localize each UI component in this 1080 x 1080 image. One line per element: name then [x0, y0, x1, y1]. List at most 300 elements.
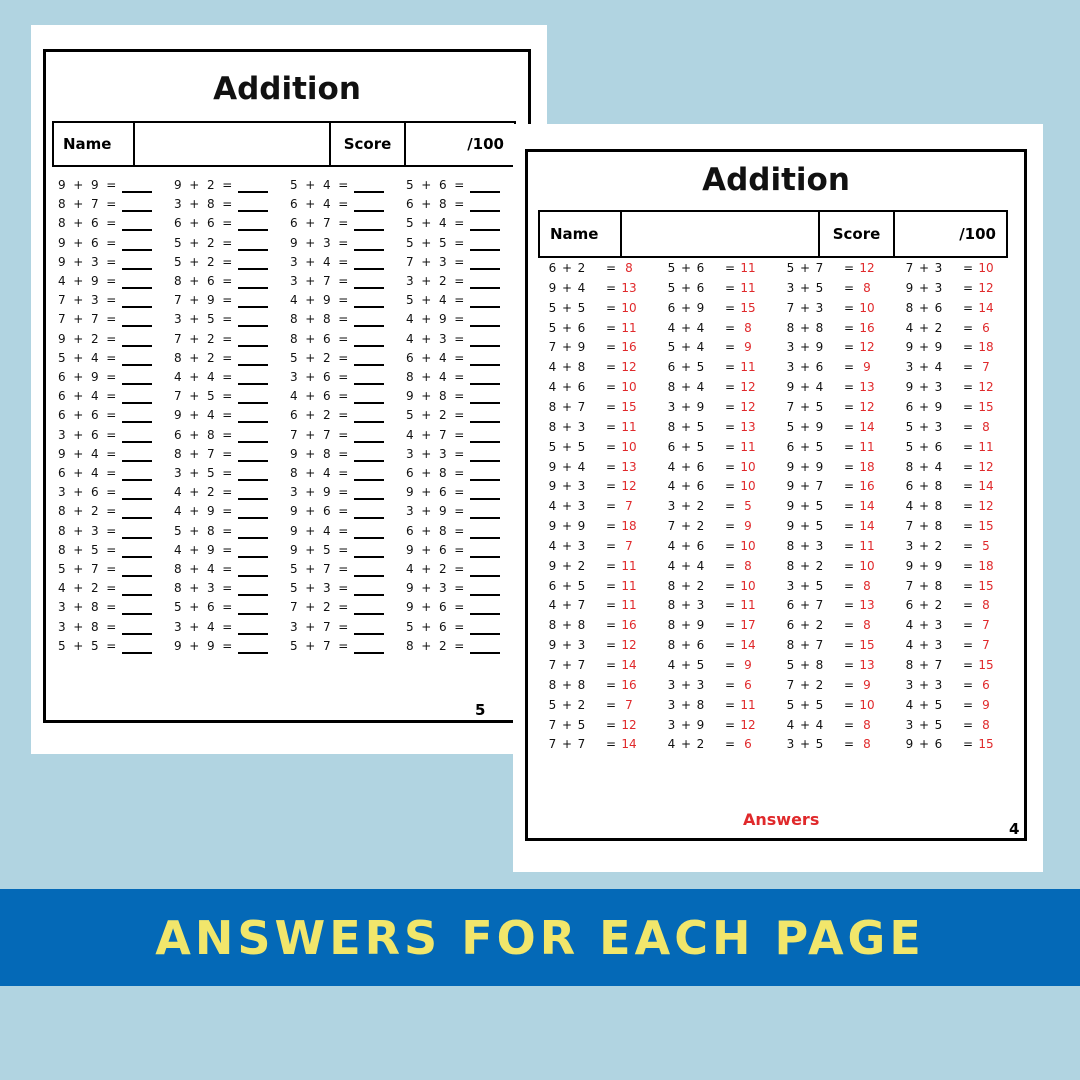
sum: 8 [863, 618, 871, 633]
answer-item [546, 321, 640, 335]
addend-b: 3 [577, 499, 586, 514]
addend-a: 9 [786, 519, 795, 534]
problem-text: 6 + 6 = [174, 216, 233, 231]
problem-text: 6 + 4 = [58, 389, 117, 404]
addend-b: 2 [696, 499, 705, 514]
answer-item [903, 261, 997, 275]
answer-item [546, 400, 640, 414]
sum: 18 [621, 519, 637, 534]
addend-b: 2 [577, 558, 586, 573]
sum: 11 [740, 697, 756, 712]
problem-item [290, 619, 384, 635]
problem-text: 3 + 3 = [406, 446, 465, 461]
addend-b: 8 [577, 360, 586, 375]
equals-sign: = [843, 459, 855, 474]
plus-sign: + [561, 638, 573, 653]
problem-item [406, 427, 500, 443]
equals-sign: = [605, 499, 617, 514]
answer-item [784, 301, 878, 315]
plus-sign: + [561, 677, 573, 692]
answer-item [784, 380, 878, 394]
answer-sheet-header-table [538, 210, 1008, 258]
sum: 8 [863, 737, 871, 752]
problem-item [406, 484, 500, 500]
problem-item [290, 369, 384, 385]
problem-text: 5 + 7 = [290, 638, 349, 653]
answer-item [784, 579, 878, 593]
spacer [707, 678, 723, 692]
sum: 13 [859, 658, 875, 672]
plus-sign: + [680, 320, 692, 335]
answer-blank [122, 235, 152, 251]
answer-blank [238, 292, 268, 308]
spacer [945, 340, 961, 354]
answer-blank [122, 561, 152, 577]
equals-sign: = [962, 538, 974, 553]
problem-item [174, 523, 268, 539]
problem-text: 9 + 9 = [174, 638, 233, 653]
addend-b: 7 [577, 598, 586, 613]
addend-b: 9 [815, 340, 824, 355]
problem-item [58, 599, 152, 615]
addend-b: 2 [696, 737, 705, 752]
addend-a: 8 [548, 419, 557, 434]
plus-sign: + [799, 677, 811, 692]
answer-blank [354, 561, 384, 577]
answer-blank [470, 311, 500, 327]
plus-sign: + [680, 380, 692, 395]
sum: 11 [859, 538, 875, 553]
sum: 16 [621, 340, 637, 355]
problem-item [406, 503, 500, 519]
equals-sign: = [605, 717, 617, 732]
equals-sign: = [605, 399, 617, 414]
problem-text: 3 + 6 = [58, 485, 117, 500]
problem-item [174, 465, 268, 481]
problem-item [290, 427, 384, 443]
answer-item [546, 261, 640, 275]
addend-b: 6 [696, 479, 705, 494]
plus-sign: + [561, 618, 573, 633]
problem-item [174, 292, 268, 308]
answer-item [665, 737, 759, 751]
spacer [826, 559, 842, 573]
addend-b: 2 [934, 598, 943, 613]
sum: 8 [744, 320, 752, 335]
spacer [707, 698, 723, 712]
addend-a: 3 [786, 360, 795, 375]
spacer [707, 618, 723, 632]
spacer [588, 479, 604, 493]
spacer [707, 340, 723, 354]
plus-sign: + [561, 717, 573, 732]
plus-sign: + [799, 479, 811, 494]
equals-sign: = [605, 638, 617, 653]
plus-sign: + [918, 399, 930, 414]
spacer [588, 658, 604, 672]
answer-blank [122, 523, 152, 539]
addend-a: 3 [667, 399, 676, 414]
problem-item [58, 542, 152, 558]
spacer [707, 261, 723, 275]
addend-a: 4 [667, 538, 676, 553]
answer-blank [354, 638, 384, 654]
addend-b: 5 [815, 399, 824, 414]
addend-a: 5 [667, 280, 676, 295]
addend-b: 3 [577, 638, 586, 653]
problem-item [406, 465, 500, 481]
answer-item [903, 618, 997, 632]
name-label: Name [540, 212, 622, 256]
answer-blank [238, 484, 268, 500]
sum: 12 [978, 499, 994, 514]
addend-a: 3 [905, 538, 914, 553]
addend-a: 4 [548, 499, 557, 514]
sum: 5 [744, 499, 752, 514]
plus-sign: + [680, 618, 692, 633]
plus-sign: + [561, 340, 573, 355]
addend-a: 6 [667, 300, 676, 315]
answer-blank [122, 503, 152, 519]
problem-item [290, 196, 384, 212]
answer-item [546, 340, 640, 354]
problem-text: 6 + 8 = [406, 523, 465, 538]
plus-sign: + [918, 439, 930, 454]
equals-sign: = [962, 697, 974, 712]
equals-sign: = [843, 697, 855, 712]
plus-sign: + [799, 419, 811, 434]
problem-text: 8 + 8 = [290, 312, 349, 327]
problem-item [174, 177, 268, 193]
problem-item [174, 580, 268, 596]
answer-blank [470, 350, 500, 366]
answer-item [784, 340, 878, 354]
problem-item [406, 215, 500, 231]
addend-b: 8 [934, 479, 943, 494]
answer-blank [238, 427, 268, 443]
problem-text: 5 + 4 = [406, 293, 465, 308]
answer-blank [354, 215, 384, 231]
plus-sign: + [799, 618, 811, 633]
problem-text: 4 + 3 = [406, 331, 465, 346]
answer-blank [122, 273, 152, 289]
answer-blank [122, 177, 152, 193]
spacer [945, 559, 961, 573]
spacer [588, 321, 604, 335]
spacer [945, 479, 961, 493]
plus-sign: + [680, 558, 692, 573]
addend-a: 4 [667, 737, 676, 752]
spacer [826, 261, 842, 275]
problem-text: 5 + 6 = [174, 600, 233, 615]
sum: 12 [740, 380, 756, 395]
plus-sign: + [561, 439, 573, 454]
equals-sign: = [724, 479, 736, 494]
addend-a: 3 [667, 677, 676, 692]
plus-sign: + [918, 261, 930, 275]
sum: 15 [621, 399, 637, 414]
addend-a: 3 [667, 717, 676, 732]
answer-item [784, 499, 878, 513]
addend-a: 4 [667, 459, 676, 474]
spacer [588, 519, 604, 533]
equals-sign: = [843, 380, 855, 395]
addend-a: 9 [905, 737, 914, 752]
equals-sign: = [962, 519, 974, 534]
plus-sign: + [799, 280, 811, 295]
sum: 18 [978, 340, 994, 355]
problem-text: 3 + 2 = [406, 274, 465, 288]
plus-sign: + [680, 261, 692, 275]
problem-item [174, 388, 268, 404]
answer-item [784, 460, 878, 474]
sum: 12 [978, 459, 994, 474]
problem-item [58, 331, 152, 347]
problem-item [58, 215, 152, 231]
addend-b: 2 [815, 618, 824, 633]
equals-sign: = [605, 618, 617, 633]
plus-sign: + [561, 658, 573, 672]
addend-a: 9 [905, 558, 914, 573]
problem-item [58, 427, 152, 443]
sum: 8 [982, 419, 990, 434]
answer-blank [238, 446, 268, 462]
addend-a: 9 [548, 459, 557, 474]
sum: 11 [621, 578, 637, 593]
plus-sign: + [561, 558, 573, 573]
spacer [826, 340, 842, 354]
answer-blank [470, 638, 500, 654]
spacer [826, 579, 842, 593]
answer-item [784, 321, 878, 335]
answer-blank [238, 407, 268, 423]
addend-a: 8 [667, 578, 676, 593]
equals-sign: = [724, 320, 736, 335]
sum: 11 [740, 598, 756, 613]
equals-sign: = [962, 261, 974, 275]
problem-item [174, 619, 268, 635]
plus-sign: + [918, 538, 930, 553]
plus-sign: + [680, 439, 692, 454]
addend-a: 3 [905, 360, 914, 375]
sum: 8 [982, 598, 990, 613]
answer-item [903, 539, 997, 553]
addend-b: 2 [934, 320, 943, 335]
plus-sign: + [680, 578, 692, 593]
addend-a: 3 [786, 737, 795, 752]
equals-sign: = [605, 598, 617, 613]
spacer [826, 499, 842, 513]
problem-text: 6 + 7 = [290, 216, 349, 231]
problem-text: 3 + 9 = [290, 485, 349, 500]
problem-text: 5 + 6 = [406, 619, 465, 634]
problem-item [290, 254, 384, 270]
plus-sign: + [799, 717, 811, 732]
answer-item [665, 420, 759, 434]
plus-sign: + [680, 300, 692, 315]
answer-blank [122, 215, 152, 231]
spacer [707, 658, 723, 672]
sum: 15 [859, 638, 875, 653]
answer-item [546, 360, 640, 374]
answer-item [665, 519, 759, 533]
equals-sign: = [605, 280, 617, 295]
sum: 12 [740, 717, 756, 732]
addend-b: 5 [815, 499, 824, 514]
plus-sign: + [918, 558, 930, 573]
problem-text: 5 + 4 = [406, 216, 465, 231]
addend-b: 9 [696, 717, 705, 732]
spacer [945, 499, 961, 513]
addend-a: 7 [786, 300, 795, 315]
answer-item [665, 539, 759, 553]
problem-text: 4 + 9 = [174, 542, 233, 557]
addend-a: 3 [905, 717, 914, 732]
sum: 8 [982, 717, 990, 732]
addend-b: 2 [815, 558, 824, 573]
spacer [707, 440, 723, 454]
problem-item [58, 446, 152, 462]
addend-b: 9 [696, 300, 705, 315]
addend-a: 8 [786, 320, 795, 335]
problem-text: 4 + 9 = [58, 274, 117, 288]
addend-a: 8 [905, 658, 914, 672]
problem-item [174, 196, 268, 212]
sum: 10 [621, 439, 637, 454]
answer-item [903, 281, 997, 295]
problem-item [58, 350, 152, 366]
answer-item [665, 321, 759, 335]
problem-item [406, 599, 500, 615]
addend-b: 7 [815, 598, 824, 613]
problem-item [290, 407, 384, 423]
sum: 12 [621, 360, 637, 375]
plus-sign: + [799, 499, 811, 514]
addend-a: 5 [786, 261, 795, 275]
problem-text: 8 + 7 = [58, 197, 117, 212]
addend-a: 8 [905, 459, 914, 474]
answer-item [665, 579, 759, 593]
sum: 13 [740, 419, 756, 434]
spacer [945, 598, 961, 612]
answer-item [784, 737, 878, 751]
equals-sign: = [962, 499, 974, 514]
answer-item [903, 340, 997, 354]
answer-item [903, 460, 997, 474]
addend-b: 6 [696, 261, 705, 275]
spacer [707, 539, 723, 553]
answers-label: Answers [743, 810, 820, 829]
problem-item [58, 273, 152, 289]
problem-text: 4 + 4 = [174, 370, 233, 384]
sum: 15 [978, 737, 994, 752]
addend-b: 2 [696, 578, 705, 593]
spacer [707, 479, 723, 493]
addend-b: 7 [577, 737, 586, 752]
problem-text: 3 + 4 = [174, 619, 233, 634]
spacer [826, 440, 842, 454]
sum: 10 [740, 578, 756, 593]
problem-item [58, 196, 152, 212]
sum: 10 [621, 380, 637, 395]
answer-item [546, 598, 640, 612]
equals-sign: = [843, 280, 855, 295]
sum: 6 [744, 677, 752, 692]
spacer [588, 678, 604, 692]
answer-blank [470, 292, 500, 308]
problem-text: 4 + 2 = [406, 562, 465, 576]
problem-item [174, 273, 268, 289]
answer-item [665, 400, 759, 414]
addend-b: 4 [696, 558, 705, 573]
score-label: Score [331, 123, 406, 165]
spacer [826, 460, 842, 474]
addend-a: 5 [548, 439, 557, 454]
plus-sign: + [918, 280, 930, 295]
equals-sign: = [962, 380, 974, 395]
addend-a: 4 [548, 598, 557, 613]
spacer [945, 301, 961, 315]
addend-a: 4 [548, 538, 557, 553]
equals-sign: = [724, 677, 736, 692]
answer-item [903, 559, 997, 573]
plus-sign: + [799, 261, 811, 275]
addend-a: 5 [905, 439, 914, 454]
plus-sign: + [799, 737, 811, 752]
addend-a: 6 [905, 399, 914, 414]
plus-sign: + [680, 677, 692, 692]
addend-b: 6 [696, 638, 705, 653]
plus-sign: + [561, 598, 573, 613]
problem-item [406, 369, 500, 385]
problem-item [58, 388, 152, 404]
addend-b: 5 [934, 717, 943, 732]
problem-text: 7 + 7 = [290, 427, 349, 442]
equals-sign: = [605, 320, 617, 335]
plus-sign: + [561, 697, 573, 712]
equals-sign: = [843, 598, 855, 613]
problem-item [290, 542, 384, 558]
problem-text: 3 + 6 = [58, 427, 117, 442]
spacer [945, 420, 961, 434]
equals-sign: = [605, 439, 617, 454]
addend-b: 9 [815, 419, 824, 434]
sum: 11 [978, 439, 994, 454]
score-label: Score [820, 212, 895, 256]
answer-blank [354, 388, 384, 404]
sum: 14 [859, 419, 875, 434]
answer-item [903, 737, 997, 751]
problem-text: 9 + 6 = [406, 542, 465, 557]
problem-text: 8 + 4 = [290, 466, 349, 480]
problem-text: 9 + 2 = [174, 178, 233, 192]
answer-blank [470, 503, 500, 519]
answer-blank [470, 254, 500, 270]
equals-sign: = [724, 340, 736, 355]
addend-b: 6 [815, 360, 824, 375]
problem-item [174, 350, 268, 366]
problem-text: 5 + 2 = [174, 235, 233, 250]
addend-a: 8 [667, 618, 676, 633]
addend-a: 6 [786, 618, 795, 633]
equals-sign: = [843, 578, 855, 593]
spacer [826, 420, 842, 434]
answer-blank [470, 465, 500, 481]
spacer [945, 658, 961, 672]
equals-sign: = [843, 618, 855, 633]
problem-item [290, 484, 384, 500]
plus-sign: + [918, 618, 930, 633]
